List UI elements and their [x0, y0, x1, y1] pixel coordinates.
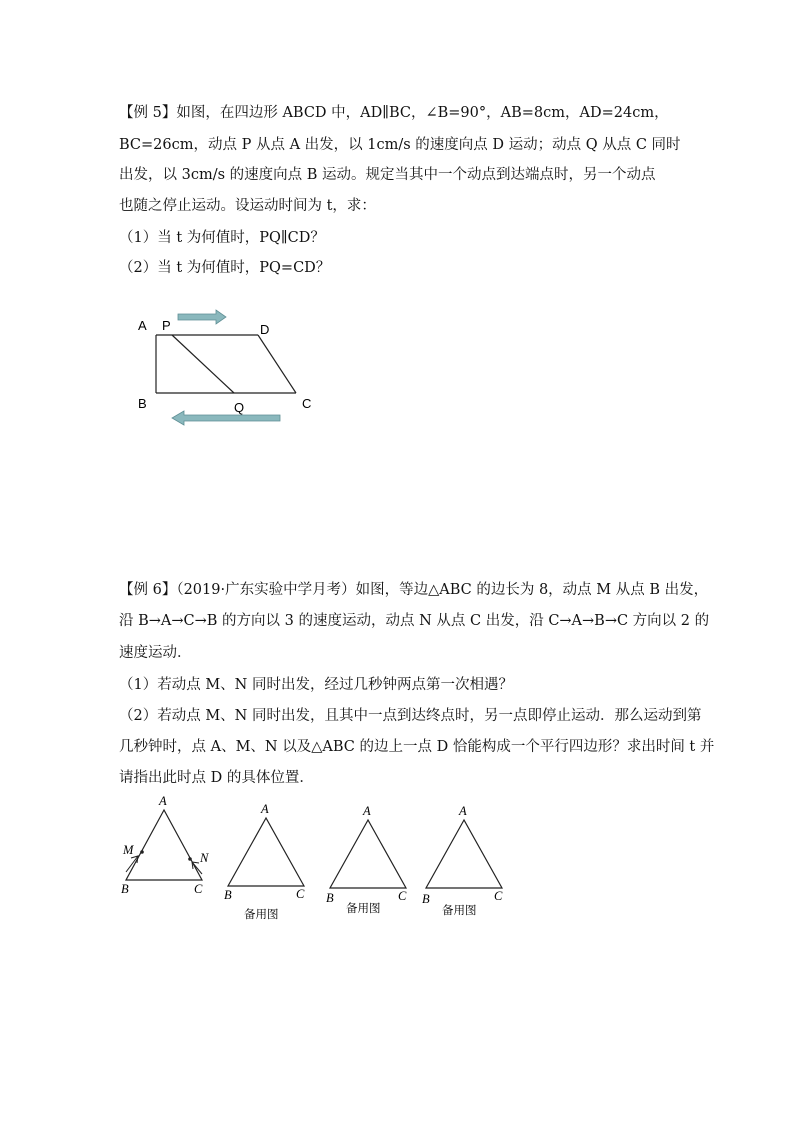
- caption: 备用图: [346, 901, 381, 915]
- segment-pq: [172, 335, 234, 393]
- example5-quadrilateral-figure: [130, 305, 330, 430]
- triangle-abc: [126, 810, 202, 880]
- label-a: A: [138, 318, 147, 333]
- example6-line-2: 沿 B→A→C→B 的方向以 3 的速度运动，动点 N 从点 C 出发，沿 C→A→B→C 方向以 2 的: [119, 613, 710, 629]
- example6-question-2-line-3: 请指出此时点 D 的具体位置．: [119, 770, 314, 786]
- label-a: A: [363, 804, 371, 818]
- triangle-figure-spare-2: [320, 802, 420, 927]
- triangle-figure-spare-1: [218, 800, 318, 925]
- example5-question-2: （2）当 t 为何值时，PQ=CD？: [119, 260, 331, 276]
- caption: 备用图: [244, 907, 279, 921]
- triangle-figure-main: [116, 792, 216, 902]
- triangle-abc: [426, 820, 502, 888]
- label-b: B: [138, 396, 147, 411]
- label-a: A: [159, 794, 167, 808]
- label-b: B: [422, 892, 430, 906]
- triangle-abc: [330, 820, 406, 888]
- label-c: C: [296, 887, 305, 901]
- example5-line-1: 【例 5】如图，在四边形 ABCD 中，AD∥BC，∠B=90°，AB=8cm，AD=24cm，: [119, 105, 669, 121]
- label-b: B: [121, 882, 129, 896]
- label-c: C: [194, 882, 203, 896]
- point-m: [140, 850, 144, 854]
- label-q: Q: [234, 400, 245, 415]
- example6-line-1: 【例 6】（2019·广东实验中学月考）如图，等边△ABC 的边长为 8，动点 M 从点 B 出发，: [119, 582, 709, 598]
- label-a: A: [261, 802, 269, 816]
- label-c: C: [302, 396, 312, 411]
- label-p: P: [162, 318, 171, 333]
- triangle-figure-spare-3: [416, 802, 516, 927]
- triangle-abc: [228, 818, 304, 886]
- example6-question-2-line-1: （2）若动点 M、N 同时出发，且其中一点到达终点时，另一点即停止运动．那么运动到第: [119, 708, 702, 724]
- label-d: D: [260, 322, 270, 337]
- example6-line-3: 速度运动．: [119, 645, 192, 661]
- label-a: A: [459, 804, 467, 818]
- example5-question-1: （1）当 t 为何值时，PQ∥CD？: [119, 230, 325, 246]
- example5-line-4: 也随之停止运动。设运动时间为 t，求：: [119, 198, 376, 214]
- label-c: C: [398, 889, 407, 903]
- label-c: C: [494, 889, 503, 903]
- arrow-right-icon: [178, 310, 226, 324]
- example6-question-2-line-2: 几秒钟时，点 A、M、N 以及△ABC 的边上一点 D 恰能构成一个平行四边形？求出时间 t 并: [119, 739, 715, 755]
- label-b: B: [326, 891, 334, 905]
- caption: 备用图: [442, 903, 477, 917]
- arrow-left-icon: [172, 411, 280, 425]
- example5-line-3: 出发，以 3cm/s 的速度向点 B 运动。规定当其中一个动点到达端点时，另一个动点: [119, 167, 656, 183]
- example6-question-1: （1）若动点 M、N 同时出发，经过几秒钟两点第一次相遇？: [119, 677, 513, 693]
- point-n: [188, 857, 192, 861]
- label-n: N: [200, 851, 209, 865]
- example5-line-2: BC=26cm，动点 P 从点 A 出发，以 1cm/s 的速度向点 D 运动；动点 Q 从点 C 同时: [119, 137, 681, 153]
- label-b: B: [224, 888, 232, 902]
- quadrilateral-edges: [156, 335, 296, 393]
- label-m: M: [123, 843, 134, 857]
